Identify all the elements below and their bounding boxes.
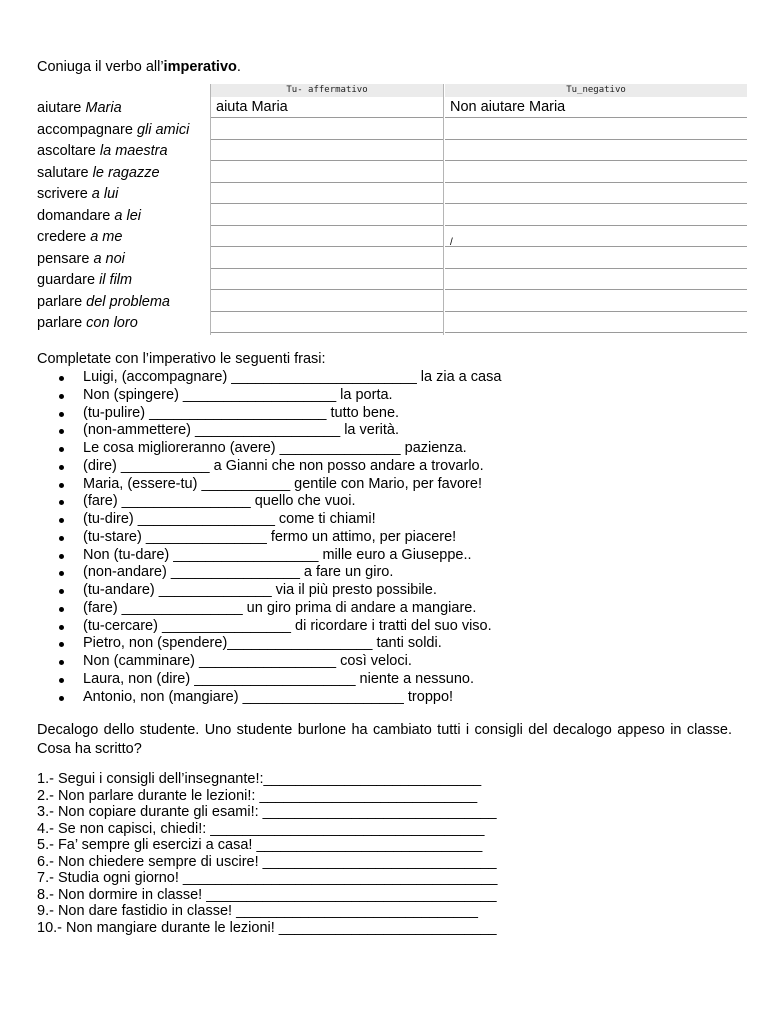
decalogo-item: 6.- Non chiedere sempre di uscire! _____________________________ <box>37 853 497 870</box>
negative-answer-cell[interactable] <box>445 162 747 183</box>
verb-object: a noi <box>93 250 125 267</box>
decalogo-item: 5.- Fa’ sempre gli esercizi a casa! ____________________________ <box>37 837 483 853</box>
exercise-sentence: Non (spingere) ___________________ la porta. <box>59 387 501 405</box>
negative-answer-cell[interactable] <box>445 312 747 333</box>
verb-object: il film <box>99 272 133 288</box>
decalogo-item: 10.- Non mangiare durante le lezioni! ___________________________ <box>37 919 497 936</box>
verb-object: la maestra <box>99 143 168 159</box>
title-suffix: . <box>236 59 241 75</box>
exercise-3-instructions: Decalogo dello studente. Uno studente burlone ha cambiato tutti i consigli del decalogo appeso in classe. Cosa ha scritto? <box>37 722 732 757</box>
verb-label <box>37 250 125 268</box>
exercise-sentence: Non (camminare) _________________ così veloci. <box>59 653 501 671</box>
exercise-sentence: (non-andare) ________________ a fare un giro. <box>59 564 501 582</box>
negative-answer-cell[interactable] <box>445 291 747 312</box>
verb-label <box>37 293 170 311</box>
verb-label <box>37 314 138 332</box>
verb-infinitive: pensare <box>37 250 90 267</box>
exercise-sentence: Maria, (essere-tu) ___________ gentile con Mario, per favore! <box>59 476 501 494</box>
table-header <box>37 84 749 97</box>
table-row <box>37 205 749 227</box>
negative-answer-cell[interactable] <box>445 140 747 161</box>
table-row <box>37 269 749 291</box>
verb-infinitive: aiutare <box>37 100 82 116</box>
table-row <box>37 97 749 119</box>
negative-answer-cell[interactable] <box>445 183 747 204</box>
conjugation-table <box>37 84 749 334</box>
verb-label <box>37 142 168 160</box>
decalogo-item: 4.- Se non capisci, chiedi!: __________________________________ <box>37 820 485 837</box>
verb-label <box>37 99 122 117</box>
verb-infinitive: parlare <box>37 293 83 310</box>
exercise-1-title <box>37 58 241 76</box>
affirmative-answer-cell[interactable] <box>211 140 443 161</box>
exercise-sentence: Luigi, (accompagnare) _______________________ la zia a casa <box>59 369 501 387</box>
verb-infinitive: ascoltare <box>37 143 96 159</box>
title-bold-word: imperativo <box>163 59 237 75</box>
negative-answer-cell[interactable]: / <box>445 226 747 247</box>
affirmative-answer-cell[interactable] <box>211 183 443 204</box>
affirmative-answer-cell[interactable]: aiuta Maria <box>211 97 443 118</box>
verb-infinitive: salutare <box>37 164 89 181</box>
exercise-sentence: Pietro, non (spendere)__________________ tanti soldi. <box>59 635 501 653</box>
decalogo-item: 8.- Non dormire in classe! ____________________________________ <box>37 886 497 903</box>
verb-infinitive: accompagnare <box>37 121 133 138</box>
exercise-sentence: Le cosa miglioreranno (avere) _______________ pazienza. <box>59 440 501 458</box>
negative-answer-cell[interactable]: Non aiutare Maria <box>445 97 747 118</box>
negative-answer-cell[interactable] <box>445 269 747 290</box>
decalogo-item: 3.- Non copiare durante gli esami!: _____________________________ <box>37 804 497 820</box>
decalogo-item: 1.- Segui i consigli dell’insegnante!:___________________________ <box>37 771 482 787</box>
verb-object: le ragazze <box>92 164 160 181</box>
verb-infinitive: domandare <box>37 207 111 224</box>
table-row <box>37 140 749 162</box>
exercise-sentence: (tu-stare) _______________ fermo un attimo, per piacere! <box>59 529 501 547</box>
verb-label <box>37 164 160 182</box>
verb-object: con loro <box>86 315 138 331</box>
decalogo-item: 2.- Non parlare durante le lezioni!: ___________________________ <box>37 787 478 804</box>
exercise-sentence: Laura, non (dire) ____________________ niente a nessuno. <box>59 671 501 689</box>
verb-infinitive: parlare <box>37 315 83 331</box>
decalogo-list <box>37 771 497 936</box>
verb-label <box>37 271 132 289</box>
affirmative-answer-cell[interactable] <box>211 205 443 226</box>
verb-object: a lui <box>91 186 119 202</box>
verb-infinitive: credere <box>37 229 87 245</box>
negative-answer-cell[interactable] <box>445 248 747 269</box>
affirmative-answer-cell[interactable] <box>211 226 443 247</box>
table-row <box>37 183 749 205</box>
exercise-sentence: (tu-pulire) ______________________ tutto bene. <box>59 405 501 423</box>
affirmative-answer-cell[interactable] <box>211 248 443 269</box>
negative-answer-cell[interactable] <box>445 205 747 226</box>
verb-infinitive: guardare <box>37 272 96 288</box>
affirmative-answer-cell[interactable] <box>211 119 443 140</box>
exercise-2-list <box>59 369 501 706</box>
verb-label <box>37 207 141 225</box>
verb-object: gli amici <box>136 121 190 138</box>
affirmative-answer-cell[interactable] <box>211 291 443 312</box>
negative-answer-cell[interactable] <box>445 119 747 140</box>
table-row <box>37 248 749 270</box>
exercise-sentence: (tu-andare) ______________ via il più presto possibile. <box>59 582 501 600</box>
decalogo-item: 9.- Non dare fastidio in classe! ______________________________ <box>37 903 478 919</box>
title-prefix: Coniuga il verbo all’ <box>37 59 164 75</box>
exercise-sentence: (tu-cercare) ________________ di ricordare i tratti del suo viso. <box>59 618 501 636</box>
exercise-sentence: Antonio, non (mangiare) ____________________ troppo! <box>59 689 501 707</box>
verb-object: del problema <box>86 293 170 310</box>
header-negativo: Tu_negativo <box>445 84 747 97</box>
exercise-sentence: (tu-dire) _________________ come ti chiami! <box>59 511 501 529</box>
table-row <box>37 291 749 313</box>
exercise-sentence: (fare) ________________ quello che vuoi. <box>59 493 501 511</box>
table-row <box>37 162 749 184</box>
exercise-sentence: (dire) ___________ a Gianni che non posso andare a trovarlo. <box>59 458 501 476</box>
table-row <box>37 226 749 248</box>
verb-object: Maria <box>85 100 122 116</box>
verb-label <box>37 185 118 203</box>
verb-label <box>37 121 189 139</box>
exercise-2-heading: Completate con l’imperativo le seguenti frasi: <box>37 351 326 367</box>
verb-object: a me <box>90 229 123 245</box>
table-body <box>37 97 749 334</box>
verb-object: a lei <box>114 207 141 224</box>
table-row <box>37 312 749 334</box>
table-row <box>37 119 749 141</box>
decalogo-item: 7.- Studia ogni giorno! _______________________________________ <box>37 870 498 886</box>
header-affermativo: Tu- affermativo <box>211 84 443 97</box>
verb-label <box>37 228 122 246</box>
exercise-sentence: Non (tu-dare) __________________ mille euro a Giuseppe.. <box>59 547 501 565</box>
affirmative-answer-cell[interactable] <box>211 312 443 333</box>
exercise-sentence: (fare) _______________ un giro prima di andare a mangiare. <box>59 600 501 618</box>
affirmative-answer-cell[interactable] <box>211 162 443 183</box>
affirmative-answer-cell[interactable] <box>211 269 443 290</box>
exercise-sentence: (non-ammettere) __________________ la verità. <box>59 422 501 440</box>
verb-infinitive: scrivere <box>37 186 88 202</box>
